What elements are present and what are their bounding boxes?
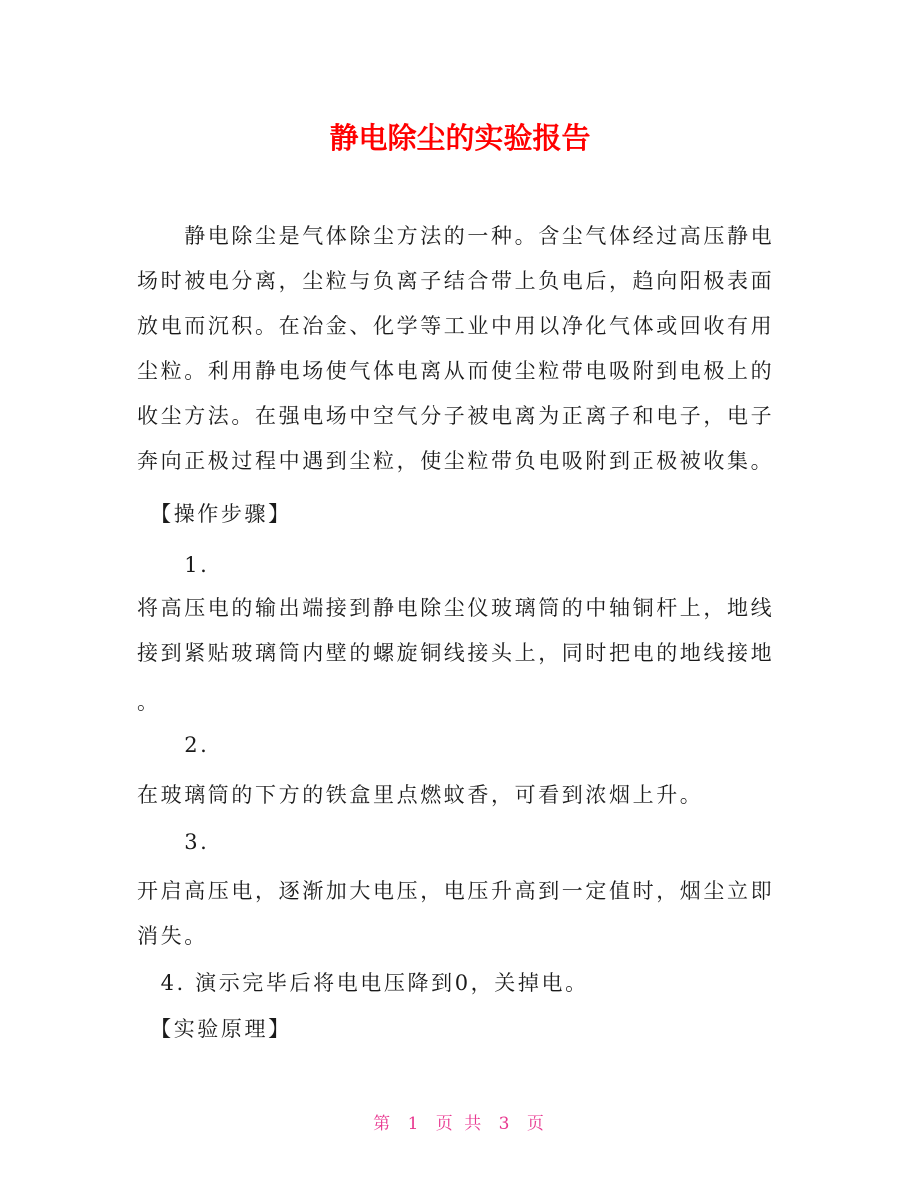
paragraph-line: 放电而沉积。在冶金、化学等工业中用以净化气体或回收有用 xyxy=(137,314,775,338)
paragraph-line: 奔向正极过程中遇到尘粒，使尘粒带负电吸附到正极被收集。 xyxy=(137,449,775,473)
paragraph-line: 静电除尘是气体除尘方法的一种。含尘气体经过高压静电 xyxy=(137,224,775,248)
paragraph-line: 收尘方法。在强电场中空气分子被电离为正离子和电子，电子 xyxy=(137,404,775,428)
current-page-number: 1 xyxy=(407,1114,422,1134)
page-footer xyxy=(0,1112,920,1136)
paragraph-line: 在玻璃筒的下方的铁盒里点燃蚊香，可看到浓烟上升。 xyxy=(137,783,704,807)
paragraph-line: 尘粒。利用静电场使气体电离从而使尘粒带电吸附到电极上的 xyxy=(137,359,775,383)
paragraph-line: 。 xyxy=(137,690,161,714)
paragraph-line: 【操作步骤】 xyxy=(137,502,292,526)
paragraph-line: 开启高压电，逐渐加大电压，电压升高到一定值时，烟尘立即 xyxy=(137,879,775,903)
paragraph-line: 接到紧贴玻璃筒内壁的螺旋铜线接头上，同时把电的地线接地 xyxy=(137,641,775,665)
total-pages-number: 3 xyxy=(498,1114,513,1134)
paragraph-line: 2. xyxy=(137,733,210,757)
paragraph-line: 【实验原理】 xyxy=(137,1017,292,1041)
paragraph-line: 1. xyxy=(137,553,210,577)
paragraph-line: 将高压电的输出端接到静电除尘仪玻璃筒的中轴铜杆上，地线 xyxy=(137,596,775,620)
page-label-mid: 页 共 xyxy=(435,1114,485,1134)
page-label-prefix: 第 xyxy=(373,1114,394,1134)
page-label-suffix: 页 xyxy=(526,1114,547,1134)
paragraph-line: 3. xyxy=(137,830,210,854)
paragraph-line: 消失。 xyxy=(137,924,208,948)
document-title: 静电除尘的实验报告 xyxy=(329,121,591,155)
paragraph-line: 4. 演示完毕后将电电压降到0，关掉电。 xyxy=(137,971,589,995)
paragraph-line: 场时被电分离，尘粒与负离子结合带上负电后，趋向阳极表面 xyxy=(137,269,775,293)
